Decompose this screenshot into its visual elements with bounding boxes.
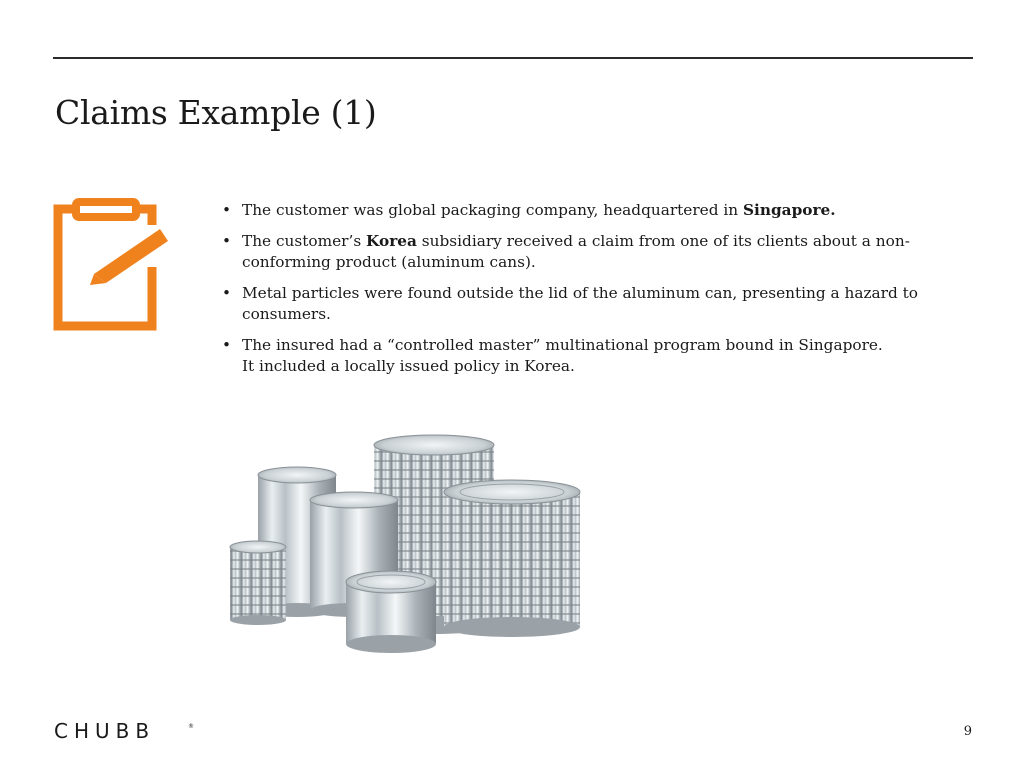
bullet-item [222, 200, 962, 221]
bullet-text: subsidiary received a claim from one of its clients about a non-conforming product (aluminum cans). [242, 232, 910, 271]
bullet-item [222, 283, 962, 325]
bullet-text: The customer was global packaging company, headquartered in [242, 201, 743, 219]
can-small-ribbed [230, 541, 286, 625]
can-short-front [346, 571, 436, 653]
bullet-text: It included a locally issued policy in Korea. [242, 357, 575, 375]
slide-title: Claims Example (1) [55, 93, 377, 132]
bullet-text: Metal particles were found outside the lid of the aluminum can, presenting a hazard to consumers. [242, 284, 918, 323]
bullet-item [222, 335, 962, 377]
can-ribbed-large [444, 480, 580, 637]
chubb-logo-text: CHUBB [54, 721, 156, 741]
bullet-text: The insured had a “controlled master” multinational program bound in Singapore. [242, 336, 883, 354]
top-divider [53, 57, 973, 59]
aluminum-cans-photo [222, 430, 602, 660]
chubb-logo [54, 721, 200, 741]
registered-mark: ® [188, 723, 194, 730]
clipboard-pencil-icon [50, 195, 172, 335]
page-number: 9 [963, 724, 972, 739]
bullet-emphasis: Korea [366, 232, 417, 250]
bullet-item [222, 231, 962, 273]
bullet-emphasis: Singapore. [742, 201, 836, 219]
bullet-list [222, 200, 962, 387]
bullet-text: The customer’s [242, 232, 367, 250]
